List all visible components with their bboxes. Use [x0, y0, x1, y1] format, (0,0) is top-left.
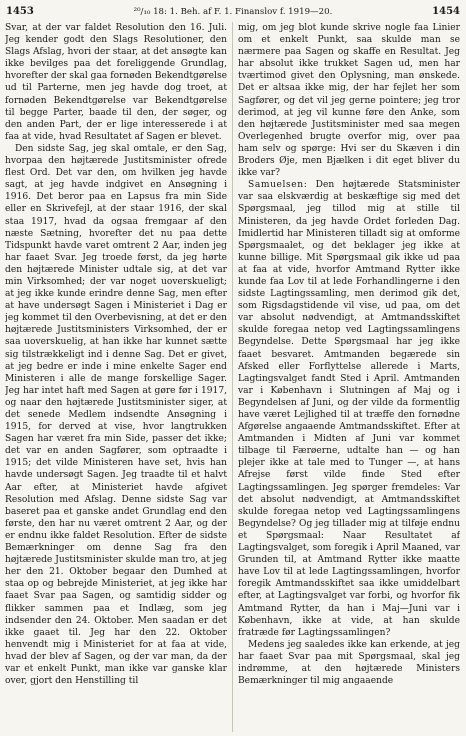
left-column — [5, 22, 227, 734]
paragraph: Svar, at der var faldet Resolution den 16. Juli. Jeg kender godt den Slags Resolutioner, den Slags Afslag, hvori der staar, at det ansøgte kan ikke bevilges paa det foreliggende Grundlag, hvorefter der skal gaa fornøden Bekendtgørelse ud til Parterne, men jeg havde dog troet, at fornøden Bekendtgørelse var Bekendtgørelse til begge Parter, baade til den, der søger, og den anden Part, der er lige interesserede i at faa at vide, hvad Resultatet af Sagen er blevet. — [5, 23, 227, 142]
page-number-left: 1453 — [6, 6, 34, 17]
paragraph: Medens jeg saaledes ikke kan erkende, at jeg har faaet Svar paa mit Spørgsmaal, skal jeg indrømme, at den højtærede Ministers Bemærkninger til mig angaaende — [238, 639, 460, 687]
column-divider — [232, 22, 233, 732]
speaker-name: Samuelsen: — [248, 180, 308, 191]
paragraph: mig, om jeg blot kunde skrive nogle faa Linier om et enkelt Punkt, saa skulde man se nærmere paa Sagen og skaffe en Resultat. Jeg har absolut ikke trukket Sagen ud, men har tværtimod givet den Oplysning, man ønskede. Det er altsaa ikke mig, der har fejlet her som Sagfører, og det vil jeg gerne pointere; jeg tror derimod, at jeg vil kunne føre den Anke, som den højtærede Justitsminister med saa megen Overlegenhed brugte overfor mig, over paa ham selv og spørge: Hvi ser du Skæven i din Broders Øje, men Bjælken i dit eget bliver du ikke var? — [238, 23, 460, 179]
speech-paragraph — [238, 179, 460, 639]
page-header — [6, 4, 460, 20]
paragraph: Den sidste Sag, jeg skal omtale, er den Sag, hvorpaa den højtærede Justitsminister ofrede flest Ord. Det var den, om hvilken jeg havde sagt, at jeg havde indgivet en Ansøgning i 1916. Det beror paa en Lapsus fra min Side eller en Skrivefejl, at der staar 1916, der skal staa 1917, hvad da ogsaa fremgaar af den næste Sætning, hvorefter det nu paa dette Tidspunkt havde varet omtrent 2 Aar, inden jeg har faaet Svar. Jeg troede først, da jeg hørte den højtærede Minister udtale sig, at det var min Virksomhed; der var noget uoverskueligt; at jeg ikke kunde erindre denne Sag, men efter at have undersøgt Sagen i Ministeriet i Dag er jeg kommet til den Overbevisning, at det er den højtærede Justitsministers Virksomhed, der er saa uoverskuelig, at han ikke har kunnet sætte sig tilstrækkeligt ind i denne Sag. Det er givet, at jeg bedre er inde i mine enkelte Sager end Ministeren i alle de mange forskellige Sager. Jeg har intet haft med Sagen at gøre før i 1917, og naar den højtærede Justitsminister siger, at det senede Medlem indsendte Ansøgning i 1915, for derved at vise, hvor langtrukken Sagen har været fra min Side, passer det ikke; det var en anden Sagfører, som optraadte i 1915; det vilde Ministeren have set, hvis han havde undersøgt Sagen. Jeg traadte til et halvt Aar efter, at Ministeriet havde afgivet Resolution med Afslag. Denne sidste Sag var baseret paa et ganske andet Grundlag end den første, den har nu været omtrent 2 Aar, og der er endnu ikke faldet Resolution. Efter de sidste Bemærkninger om denne Sag fra den højtærede Justitsminister skulde man tro, at jeg her den 21. Oktober begaar den Dumhed at staa op og bebrejde Ministeriet, at jeg ikke har faaet Svar paa Sagen, og samtidig sidder og flikker sammen paa et Indlæg, som jeg indsender den 24. Oktober. Men saadan er det ikke gaaet til. Jeg har den 22. Oktober henvendt mig i Ministeriet for at faa at vide, hvad der blev af Sagen, og der var man, da der var et enkelt Punkt, man ikke var ganske klar over, gjort den Henstilling til — [5, 143, 227, 687]
page-number-right: 1454 — [432, 6, 460, 17]
right-column — [238, 22, 460, 734]
speech-text: Den højtærede Statsminister var saa elskværdig at beskæftige sig med det Spørgsmaal, jeg tillod mig at stille til Ministeren, da jeg havde Ordet forleden Dag. Imidlertid har Ministeren tilladt sig at omforme Spørgsmaalet, og det beklager jeg ikke at kunne billige. Mit Spørgsmaal gik ikke ud paa at faa at vide, hvorfor Amtmand Rytter ikke kunde faa Lov til at lede Forhandlingerne i den sidste Lagtingssamling, men derimod gik det, som Rigsdagstidende vil vise, ud paa, om det var absolut nødvendigt, at Amtmandsskiftet skulde foregaa netop ved Lagtingssamlingens Begyndelse. Dette Spørgsmaal har jeg ikke faaet besvaret. Amtmanden begærede sin Afsked eller Forflyttelse allerede i Marts, Lagtingsvalget fandt Sted i April. Amtmanden var i København i Slutningen af Maj og i Begyndelsen af Juni, og der vilde da formentlig have været Lejlighed til at træffe den fornødne Afgørelse angaaende Amtmandsskiftet. Efter at Amtmanden i Midten af Juni var kommet tilbage til Færøerne, udtalte han — og han plejer ikke at tale med to Tunger —, at hans Afrejse først vilde finde Sted efter Lagtingssamlingen. Jeg spørger fremdeles: Var det absolut nødvendigt, at Amtmandsskiftet skulde foregaa netop ved Lagtingssamlingens Begyndelse? Og jeg tillader mig at tilføje endnu et Spørgsmaal: Naar Resultatet af Lagtingsvalget, som foregik i April Maaned, var Grunden til, at Amtmand Rytter ikke maatte have Lov til at lede Lagtingssamlingen, hvorfor foregik Amtmandsskiftet saa ikke umiddelbart efter, at Lagtingsvalget var forbi, og hvorfor fik Amtmand Rytter, da han i Maj—Juni var i København, ikke at vide, at han skulde fratræde før Lagtingssamlingen? — [238, 180, 460, 638]
running-title: ²⁰/₁₀ 18: 1. Beh. af F. 1. Finanslov f. 1919—20. — [133, 7, 333, 17]
